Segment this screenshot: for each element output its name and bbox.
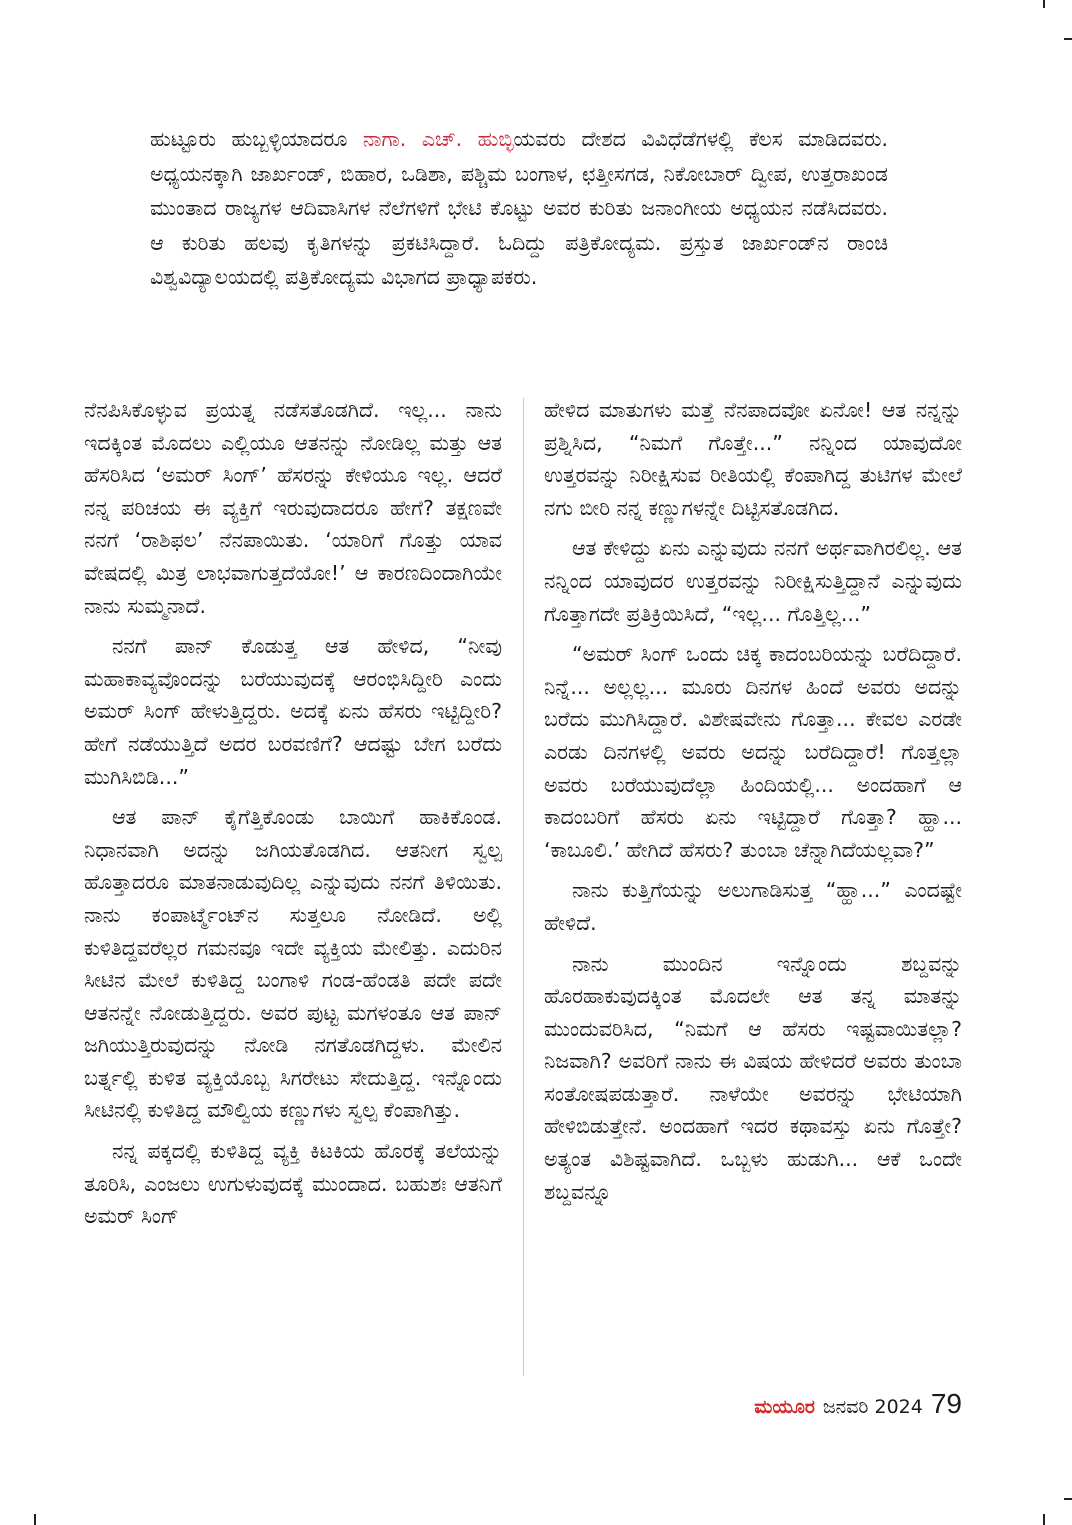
crop-mark-top-right xyxy=(1043,0,1045,8)
column-divider xyxy=(523,398,524,1376)
paragraph: ನಾನು ಕುತ್ತಿಗೆಯನ್ನು ಅಲುಗಾಡಿಸುತ್ತ “ಹ್ಹಾ...” ಎಂದಷ್ಟೇ ಹೇಳಿದೆ. xyxy=(544,878,962,935)
paragraph: ನನ್ನ ಪಕ್ಕದಲ್ಲಿ ಕುಳಿತಿದ್ದ ವ್ಯಕ್ತಿ ಕಿಟಕಿಯ ಹೊರಕ್ಕೆ ತಲೆಯನ್ನು ತೂರಿಸಿ, ಎಂಜಲು ಉಗುಳುವುದಕ್ಕೆ ಮುಂದಾದ. ಬಹುಶಃ ಆತನಿಗೆ ಅಮರ್ ಸಿಂಗ್ xyxy=(84,1139,502,1229)
author-bio xyxy=(150,122,888,295)
magazine-logo: ಮಯೂರ xyxy=(754,1396,815,1418)
crop-mark-top-right-tick xyxy=(1064,38,1072,40)
paragraph: ಆತ ಪಾನ್ ಕೈಗೆತ್ತಿಕೊಂಡು ಬಾಯಿಗೆ ಹಾಕಿಕೊಂಡ. ನಿಧಾನವಾಗಿ ಅದನ್ನು ಜಗಿಯತೊಡಗಿದ. ಆತನೀಗ ಸ್ವಲ್ಪ ಹೊತ್ತಾದರೂ ಮಾತನಾಡುವುದಿಲ್ಲ ಎನ್ನುವುದು ನನಗೆ ತಿಳಿಯಿತು. ನಾನು ಕಂಪಾರ್ಟ್ಮೆಂಟ್‌ನ ಸುತ್ತಲೂ ನೋಡಿದೆ. ಅಲ್ಲಿ ಕುಳಿತಿದ್ದವರೆಲ್ಲರ ಗಮನವೂ ಇದೇ ವ್ಯಕ್ತಿಯ ಮೇಲಿತ್ತು. ಎದುರಿನ ಸೀಟಿನ ಮೇಲೆ ಕುಳಿತಿದ್ದ ಬಂಗಾಳಿ ಗಂಡ-ಹೆಂಡತಿ ಪದೇ ಪದೇ ಆತನನ್ನೇ ನೋಡುತ್ತಿದ್ದರು. ಅವರ ಪುಟ್ಟ ಮಗಳಂತೂ ಆತ ಪಾನ್ ಜಗಿಯುತ್ತಿರುವುದನ್ನು ನೋಡಿ ನಗತೊಡಗಿದ್ದಳು. ಮೇಲಿನ ಬರ್ತ್ನಲ್ಲಿ ಕುಳಿತ ವ್ಯಕ್ತಿಯೊಬ್ಬ ಸಿಗರೇಟು ಸೇದುತ್ತಿದ್ದ. ಇನ್ನೊಂದು ಸೀಟಿನಲ್ಲಿ ಕುಳಿತಿದ್ದ ಮೌಲ್ವಿಯ ಕಣ್ಣುಗಳು ಸ್ವಲ್ಪ ಕೆಂಪಾಗಿತ್ತು. xyxy=(84,805,502,1123)
crop-mark-bottom-right xyxy=(1043,1514,1045,1525)
paragraph: ನಾನು ಮುಂದಿನ ಇನ್ನೊಂದು ಶಬ್ದವನ್ನು ಹೊರಹಾಕುವುದಕ್ಕಿಂತ ಮೊದಲೇ ಆತ ತನ್ನ ಮಾತನ್ನು ಮುಂದುವರಿಸಿದ, “ನಿಮಗೆ ಆ ಹೆಸರು ಇಷ್ಟವಾಯಿತಲ್ಲಾ? ನಿಜವಾಗಿ? ಅವರಿಗೆ ನಾನು ಈ ವಿಷಯ ಹೇಳಿದರೆ ಅವರು ತುಂಬಾ ಸಂತೋಷಪಡುತ್ತಾರೆ. ನಾಳೆಯೇ ಅವರನ್ನು ಭೇಟಿಯಾಗಿ ಹೇಳಿಬಿಡುತ್ತೇನೆ. ಅಂದಹಾಗೆ ಇದರ ಕಥಾವಸ್ತು ಏನು ಗೊತ್ತೇ? ಅತ್ಯಂತ ವಿಶಿಷ್ಟವಾಗಿದೆ. ಒಬ್ಬಳು ಹುಡುಗಿ... ಆಕೆ ಒಂದೇ ಶಬ್ದವನ್ನೂ xyxy=(544,951,962,1204)
page-footer xyxy=(754,1388,962,1428)
paragraph: “ಅಮರ್ ಸಿಂಗ್ ಒಂದು ಚಿಕ್ಕ ಕಾದಂಬರಿಯನ್ನು ಬರೆದಿದ್ದಾರೆ. ನಿನ್ನೆ... ಅಲ್ಲಲ್ಲ... ಮೂರು ದಿನಗಳ ಹಿಂದೆ ಅವರು ಅದನ್ನು ಬರೆದು ಮುಗಿಸಿದ್ದಾರೆ. ವಿಶೇಷವೇನು ಗೊತ್ತಾ... ಕೇವಲ ಎರಡೇ ಎರಡು ದಿನಗಳಲ್ಲಿ ಅವರು ಅದನ್ನು ಬರೆದಿದ್ದಾರೆ! ಗೊತ್ತಲ್ಲಾ ಅವರು ಬರೆಯುವುದೆಲ್ಲಾ ಹಿಂದಿಯಲ್ಲಿ... ಅಂದಹಾಗೆ ಆ ಕಾದಂಬರಿಗೆ ಹೆಸರು ಏನು ಇಟ್ಟಿದ್ದಾರೆ ಗೊತ್ತಾ? ಹ್ಹಾ... ‘ಕಾಬೂಲಿ.’ ಹೇಗಿದೆ ಹೆಸರು? ತುಂಬಾ ಚೆನ್ನಾಗಿದೆಯಲ್ಲವಾ?” xyxy=(544,642,962,862)
paragraph: ಆತ ಕೇಳಿದ್ದು ಏನು ಎನ್ನುವುದು ನನಗೆ ಅರ್ಥವಾಗಿರಲಿಲ್ಲ. ಆತ ನನ್ನಿಂದ ಯಾವುದರ ಉತ್ತರವನ್ನು ನಿರೀಕ್ಷಿಸುತ್ತಿದ್ದಾನೆ ಎನ್ನುವುದು ಗೊತ್ತಾಗದೇ ಪ್ರತಿಕ್ರಿಯಿಸಿದೆ, “ಇಲ್ಲ... ಗೊತ್ತಿಲ್ಲ...” xyxy=(544,536,962,626)
paragraph: ನನಗೆ ಪಾನ್ ಕೊಡುತ್ತ ಆತ ಹೇಳಿದ, “ನೀವು ಮಹಾಕಾವ್ಯವೊಂದನ್ನು ಬರೆಯುವುದಕ್ಕೆ ಆರಂಭಿಸಿದ್ದೀರಿ ಎಂದು ಅಮರ್ ಸಿಂಗ್ ಹೇಳುತ್ತಿದ್ದರು. ಅದಕ್ಕೆ ಏನು ಹೆಸರು ಇಟ್ಟಿದ್ದೀರಿ? ಹೇಗೆ ನಡೆಯುತ್ತಿದೆ ಅದರ ಬರವಣಿಗೆ? ಆದಷ್ಟು ಬೇಗ ಬರೆದು ಮುಗಿಸಿಬಿಡಿ...” xyxy=(84,634,502,789)
issue-date: ಜನವರಿ 2024 xyxy=(822,1396,923,1418)
author-bio-rest: ಯವರು ದೇಶದ ವಿವಿಧೆಡೆಗಳಲ್ಲಿ ಕೆಲಸ ಮಾಡಿದವರು. ಅಧ್ಯಯನಕ್ಕಾಗಿ ಜಾರ್ಖಂಡ್, ಬಿಹಾರ, ಒಡಿಶಾ, ಪಶ್ಚಿಮ ಬಂಗಾಳ, ಛತ್ತೀಸಗಡ, ನಿಕೋಬಾರ್ ದ್ವೀಪ, ಉತ್ತರಾಖಂಡ ಮುಂತಾದ ರಾಜ್ಯಗಳ ಆದಿವಾಸಿಗಳ ನೆಲೆಗಳಿಗೆ ಭೇಟಿ ಕೊಟ್ಟು ಅವರ ಕುರಿತು ಜನಾಂಗೀಯ ಅಧ್ಯಯನ ನಡೆಸಿದವರು. ಆ ಕುರಿತು ಹಲವು ಕೃತಿಗಳನ್ನು ಪ್ರಕಟಿಸಿದ್ದಾರೆ. ಓದಿದ್ದು ಪತ್ರಿಕೋದ್ಯಮ. ಪ್ರಸ್ತುತ ಜಾರ್ಖಂಡ್‌ನ ರಾಂಚಿ ವಿಶ್ವವಿದ್ಯಾಲಯದಲ್ಲಿ ಪತ್ರಿಕೋದ್ಯಮ ವಿಭಾಗದ ಪ್ರಾಧ್ಯಾಪಕರು. xyxy=(150,127,889,289)
page-number: 79 xyxy=(930,1388,962,1419)
author-name: ನಾಗಾ. ಎಚ್. ಹುಬ್ಳಿ xyxy=(362,127,514,151)
paragraph: ಹೇಳಿದ ಮಾತುಗಳು ಮತ್ತೆ ನೆನಪಾದವೋ ಏನೋ! ಆತ ನನ್ನನ್ನು ಪ್ರಶ್ನಿಸಿದ, “ನಿಮಗೆ ಗೊತ್ತೇ...” ನನ್ನಿಂದ ಯಾವುದೋ ಉತ್ತರವನ್ನು ನಿರೀಕ್ಷಿಸುವ ರೀತಿಯಲ್ಲಿ ಕೆಂಪಾಗಿದ್ದ ತುಟಿಗಳ ಮೇಲೆ ನಗು ಬೀರಿ ನನ್ನ ಕಣ್ಣುಗಳನ್ನೇ ದಿಟ್ಟಿಸತೊಡಗಿದ. xyxy=(544,398,962,520)
crop-mark-bottom-left xyxy=(34,1514,36,1525)
story-column-right xyxy=(544,394,962,1216)
author-bio-lead: ಹುಟ್ಟೂರು ಹುಬ್ಬಳ್ಳಿಯಾದರೂ xyxy=(150,127,363,151)
paragraph: ನೆನಪಿಸಿಕೊಳ್ಳುವ ಪ್ರಯತ್ನ ನಡೆಸತೊಡಗಿದೆ. ಇಲ್ಲ... ನಾನು ಇದಕ್ಕಿಂತ ಮೊದಲು ಎಲ್ಲಿಯೂ ಆತನನ್ನು ನೋಡಿಲ್ಲ ಮತ್ತು ಆತ ಹೆಸರಿಸಿದ ‘ಅಮರ್ ಸಿಂಗ್’ ಹೆಸರನ್ನು ಕೇಳಿಯೂ ಇಲ್ಲ. ಆದರೆ ನನ್ನ ಪರಿಚಯ ಈ ವ್ಯಕ್ತಿಗೆ ಇರುವುದಾದರೂ ಹೇಗೆ? ತಕ್ಷಣವೇ ನನಗೆ ‘ರಾಶಿಫಲ’ ನೆನಪಾಯಿತು. ‘ಯಾರಿಗೆ ಗೊತ್ತು ಯಾವ ವೇಷದಲ್ಲಿ ಮಿತ್ರ ಲಾಭವಾಗುತ್ತದೆಯೋ!’ ಆ ಕಾರಣದಿಂದಾಗಿಯೇ ನಾನು ಸುಮ್ಮನಾದೆ. xyxy=(84,398,502,618)
crop-mark-bottom-right-tick xyxy=(1064,1498,1072,1500)
story-column-left xyxy=(84,394,502,1241)
